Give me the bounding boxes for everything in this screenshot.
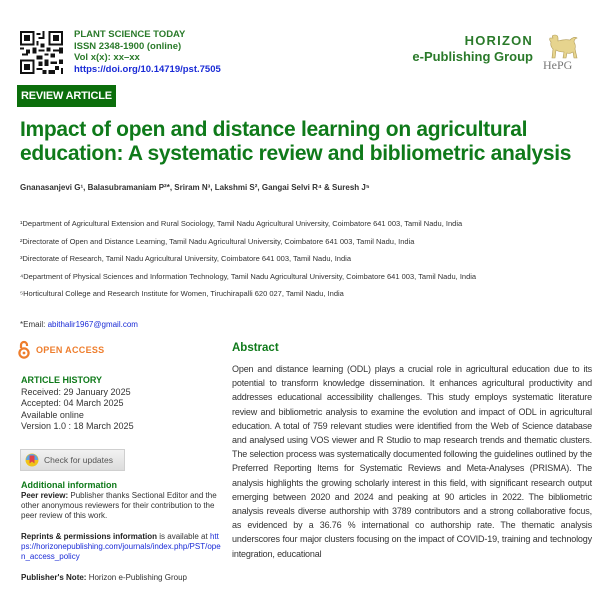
peer-review-text: Publisher thanks Sectional Editor and the other anonymous reviewers for their contribution to the peer review of this work. [21,491,217,520]
additional-info-heading: Additional information [21,480,117,490]
qr-code-icon [20,30,63,75]
publisher-line2: e-Publishing Group [412,49,533,64]
article-history [21,375,134,433]
received-date: Received: 29 January 2025 [21,386,131,397]
reprints-text: is available at [157,532,210,541]
publisher-note-label: Publisher's Note: [21,573,87,582]
affiliation-item: ³Directorate of Research, Tamil Nadu Agricultural University, Coimbatore 641 003, Tamil Nadu, India [20,254,351,263]
affiliation-item: ⁵Horticultural College and Research Institute for Women, Tiruchirapalli 620 027, Tamil Nadu, India [20,289,344,298]
crossmark-icon [25,453,39,467]
version-date: Version 1.0 : 18 March 2025 [21,421,134,431]
publisher-name [412,33,533,65]
corresponding-email [20,320,138,329]
article-title: Impact of open and distance learning on agricultural education: A systematic review and bibliometric analysis [20,118,572,165]
open-access-label: OPEN ACCESS [36,344,105,355]
reprints-note [21,532,221,562]
journal-issn: ISSN 2348-1900 (online) [74,40,182,52]
reprints-label: Reprints & permissions information [21,532,158,541]
email-label: *Email: [20,320,48,329]
abstract-text: Open and distance learning (ODL) plays a crucial role in agricultural education due to its potential to transform knowledge dissemination. It enhances agricultural productivity and addresses educational accessibility challenges. This study employs systematic literature review and bibliometric analysis to examine the evolution and impact of ODL in agricultural education. A total of 759 relevant studies were identified from the Web of Science database and analysed using VOS viewer and R Studio to map research trends and thematic clusters. The selection process was systematically documented following the guidelines outlined by the Preferred Reporting Items for Systematic Reviews and Meta-Analyses (PRISMA). The analysis highlights the growing scholarly interest in this field, with significant research output emerging between 2020 and 2024 and peaking at 90 articles in 2022. The bibliometric analysis reveals diverse authorship with 3789 contributors and a strong collaborative focus, as evidenced by a 36.76 % international co authorship rate. The thematic analysis underscores four major clusters focusing on the impact of COVID-19, training and technology integration, educational [232,364,592,559]
open-access-badge [18,340,104,359]
available-online: Available online [21,409,84,420]
affiliation-item: ⁴Department of Physical Sciences and Information Technology, Tamil Nadu Agricultural University, Coimbatore 641 003, Tamil Nadu, India [20,271,477,281]
history-heading: ARTICLE HISTORY [21,375,103,385]
reprints-link[interactable]: https://horizonepublishing.com/journals/index.php/PST/open_access_policy [21,532,221,561]
peer-review-label: Peer review: [21,491,69,500]
journal-name: PLANT SCIENCE TODAY [74,29,186,40]
peer-review-note [21,491,221,521]
publisher-line1: HORIZON [464,33,533,48]
additional-information [21,480,221,583]
journal-info [74,29,221,75]
abstract-heading: Abstract [232,342,279,354]
affiliation-item: ¹Department of Agricultural Extension and Rural Sociology, Tamil Nadu Agricultural University, Coimbatore 641 003, Tamil Nadu, India [20,219,463,228]
doi-link[interactable]: https://doi.org/10.14719/pst.7505 [74,63,221,75]
article-type-badge: REVIEW ARTICLE [17,85,116,107]
check-for-updates-label: Check for updates [44,455,113,465]
publisher-note-text: Horizon e-Publishing Group [86,573,187,582]
affiliation-item: ²Directorate of Open and Distance Learning, Tamil Nadu Agricultural University, Coimbatore 641 003, Tamil Nadu, India [20,236,415,246]
check-for-updates-button[interactable] [20,449,125,471]
open-access-lock-icon [18,340,30,359]
journal-volume: Vol x(x): xx–xx [74,52,140,63]
authors-line: Gnanasanjevi G¹, Balasubramaniam P²*, Sriram N³, Lakshmi S², Gangai Selvi R⁴ & Suresh J⁵ [20,183,370,192]
publisher-note [21,573,221,583]
affiliations-list [20,215,476,303]
email-link[interactable]: abithalir1967@gmail.com [47,320,138,329]
accepted-date: Accepted: 04 March 2025 [21,398,124,408]
publisher-logo-text: HePG [543,58,573,72]
